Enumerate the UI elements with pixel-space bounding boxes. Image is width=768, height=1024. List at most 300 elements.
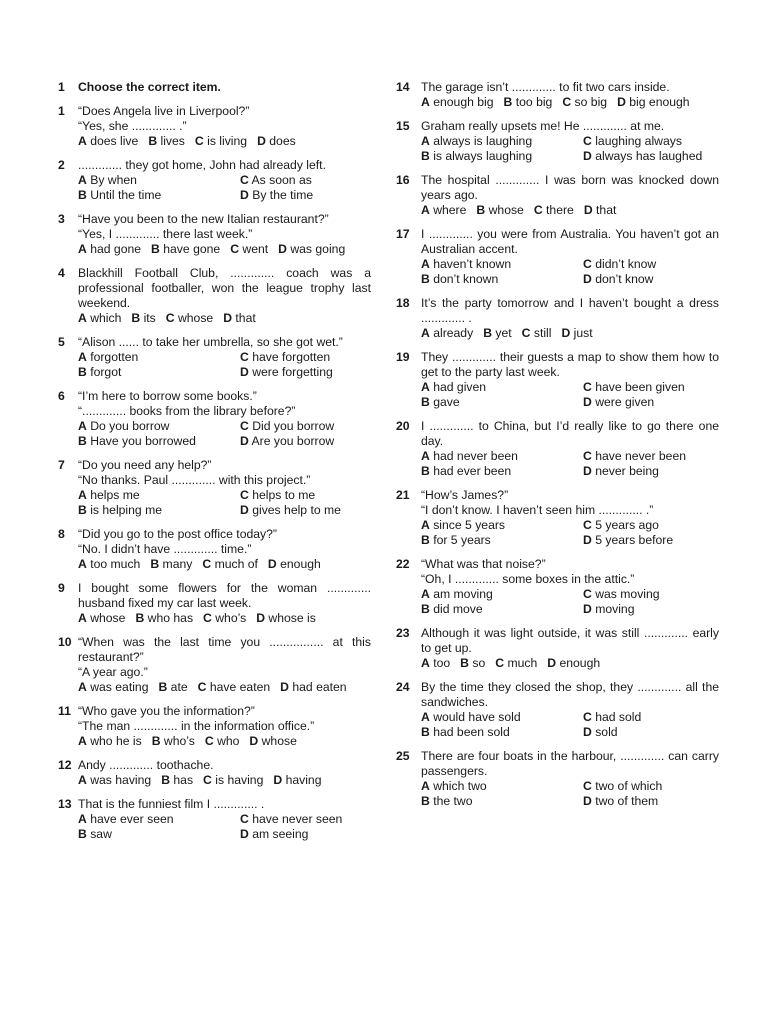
option-text: already [433, 326, 474, 340]
question-body [421, 680, 719, 740]
question-stem: The garage isn’t ............. to fit two cars inside. [421, 80, 670, 94]
answer-option[interactable] [583, 794, 719, 809]
option-text: just [573, 326, 593, 340]
option-text: went [242, 242, 269, 256]
question-list-left [58, 104, 371, 842]
option-letter: B [150, 557, 160, 571]
question-body [78, 266, 371, 326]
answer-option[interactable] [483, 326, 511, 341]
question-item [58, 797, 371, 842]
answer-options [78, 557, 371, 572]
question-stem: “Have you been to the new Italian restaurant?” [78, 212, 329, 226]
option-text: who [217, 734, 240, 748]
question-number: 12 [58, 758, 72, 772]
option-letter: B [421, 602, 430, 616]
question-body [78, 635, 371, 695]
question-stem: “What was that noise?” [421, 557, 546, 571]
option-text: does live [90, 134, 139, 148]
question-number: 25 [396, 749, 410, 763]
answer-option[interactable] [240, 503, 371, 518]
answer-option[interactable] [583, 779, 719, 794]
option-letter: A [78, 680, 87, 694]
option-text: have ever seen [90, 812, 174, 826]
option-letter: B [421, 272, 430, 286]
question-stem: “The man ............. in the information office.” [78, 719, 315, 733]
answer-option[interactable] [78, 680, 148, 695]
answer-option[interactable] [78, 188, 240, 203]
answer-option[interactable] [280, 680, 346, 695]
answer-option[interactable] [158, 680, 187, 695]
option-letter: C [583, 587, 592, 601]
question-stem: “Who gave you the information?” [78, 704, 255, 718]
option-letter: B [503, 95, 513, 109]
question-stem: I bought some flowers for the woman ............. husband fixed my car last week. [78, 581, 371, 610]
option-text: had ever been [433, 464, 512, 478]
answer-options [78, 680, 371, 695]
answer-option[interactable] [131, 311, 155, 326]
option-text: whose [90, 611, 126, 625]
question-stem: The hospital ............. I was born was knocked down years ago. [421, 173, 719, 202]
question-stem: “Oh, I ............. some boxes in the attic.” [421, 572, 635, 586]
answer-option[interactable] [421, 779, 583, 794]
option-letter: B [131, 311, 141, 325]
answer-option[interactable] [278, 242, 345, 257]
answer-option[interactable] [135, 611, 193, 626]
option-letter: A [421, 95, 430, 109]
answer-option[interactable] [240, 365, 371, 380]
question-number: 23 [396, 626, 410, 640]
question-number: 1 [58, 104, 65, 118]
answer-option[interactable] [583, 533, 719, 548]
option-letter: D [583, 464, 592, 478]
question-stem: There are four boats in the harbour, ............. can carry passengers. [421, 749, 719, 778]
answer-option[interactable] [78, 242, 141, 257]
option-letter: B [78, 188, 87, 202]
option-text: whose [488, 203, 524, 217]
question-body [421, 119, 719, 164]
option-text: Do you borrow [90, 419, 170, 433]
answer-options [421, 95, 719, 110]
answer-option[interactable] [257, 134, 296, 149]
option-letter: C [521, 326, 531, 340]
answer-option[interactable] [240, 419, 371, 434]
answer-option[interactable] [78, 503, 240, 518]
option-letter: D [240, 188, 249, 202]
option-letter: C [230, 242, 239, 256]
answer-option[interactable] [583, 149, 719, 164]
answer-option[interactable] [421, 449, 583, 464]
question-stem: “Alison ...... to take her umbrella, so she got wet.” [78, 335, 343, 349]
question-body [78, 335, 371, 380]
question-stem: “No thanks. Paul ............. with this project.” [78, 473, 311, 487]
option-text: lives [160, 134, 185, 148]
answer-option[interactable] [421, 587, 583, 602]
question-item [396, 488, 719, 548]
answer-option[interactable] [421, 518, 583, 533]
answer-options [78, 773, 371, 788]
option-text: helps to me [252, 488, 316, 502]
option-letter: D [249, 734, 259, 748]
answer-option[interactable] [240, 173, 371, 188]
answer-option[interactable] [273, 773, 321, 788]
question-body [78, 758, 371, 788]
answer-option[interactable] [421, 149, 583, 164]
option-text: does [269, 134, 296, 148]
question-stem: Andy ............. toothache. [78, 758, 214, 772]
answer-option[interactable] [78, 773, 151, 788]
option-text: is always laughing [433, 149, 533, 163]
question-number: 16 [396, 173, 410, 187]
option-letter: A [78, 611, 87, 625]
option-letter: A [78, 557, 87, 571]
option-text: have never seen [252, 812, 343, 826]
answer-options [78, 419, 371, 449]
option-letter: B [483, 326, 492, 340]
option-text: always is laughing [433, 134, 533, 148]
answer-option[interactable] [617, 95, 690, 110]
option-text: was going [290, 242, 346, 256]
answer-option[interactable] [421, 533, 583, 548]
option-text: By the time [252, 188, 314, 202]
question-body [421, 173, 719, 218]
answer-option[interactable] [504, 95, 553, 110]
option-text: so [472, 656, 486, 670]
answer-option[interactable] [166, 311, 213, 326]
answer-options [421, 587, 719, 617]
option-text: ate [170, 680, 188, 694]
answer-option[interactable] [421, 794, 583, 809]
option-text: helps me [90, 488, 140, 502]
answer-option[interactable] [240, 812, 371, 827]
option-text: whose [261, 734, 297, 748]
answer-option[interactable] [495, 656, 537, 671]
question-body [78, 704, 371, 749]
answer-options [421, 710, 719, 740]
answer-option[interactable] [78, 350, 240, 365]
question-item [396, 749, 719, 809]
question-number: 15 [396, 119, 410, 133]
question-item [58, 335, 371, 380]
option-letter: A [78, 134, 87, 148]
answer-option[interactable] [562, 95, 607, 110]
option-text: Are you borrow [251, 434, 335, 448]
question-stem: “Do you need any help?” [78, 458, 212, 472]
answer-option[interactable] [476, 203, 523, 218]
option-text: much of [214, 557, 258, 571]
answer-option[interactable] [151, 242, 220, 257]
option-letter: C [203, 773, 212, 787]
option-text: would have sold [433, 710, 521, 724]
question-body [421, 749, 719, 809]
answer-option[interactable] [583, 518, 719, 533]
question-stem: “............. books from the library before?” [78, 404, 296, 418]
answer-option[interactable] [421, 602, 583, 617]
answer-options [78, 350, 371, 380]
question-item [58, 266, 371, 326]
option-letter: A [78, 350, 87, 364]
question-item [58, 704, 371, 749]
option-text: yet [495, 326, 512, 340]
answer-option[interactable] [78, 734, 142, 749]
option-text: saw [90, 827, 112, 841]
option-text: moving [595, 602, 635, 616]
answer-option[interactable] [152, 734, 195, 749]
answer-option[interactable] [583, 395, 719, 410]
option-letter: A [421, 134, 430, 148]
answer-option[interactable] [195, 134, 247, 149]
option-text: were forgetting [252, 365, 333, 379]
question-number: 5 [58, 335, 65, 349]
option-text: two of which [595, 779, 663, 793]
answer-option[interactable] [583, 587, 719, 602]
answer-option[interactable] [421, 725, 583, 740]
option-letter: D [240, 503, 249, 517]
question-list-right [396, 80, 719, 809]
option-text: never being [595, 464, 659, 478]
answer-option[interactable] [583, 257, 719, 272]
answer-option[interactable] [78, 812, 240, 827]
answer-option[interactable] [421, 272, 583, 287]
answer-options [78, 812, 371, 842]
answer-option[interactable] [584, 203, 617, 218]
answer-option[interactable] [583, 380, 719, 395]
answer-option[interactable] [421, 257, 583, 272]
option-text: By when [90, 173, 137, 187]
option-text: that [596, 203, 617, 217]
answer-option[interactable] [78, 827, 240, 842]
question-stem: “I don’t know. I haven’t seen him ............. .” [421, 503, 654, 517]
answer-options [421, 257, 719, 287]
option-text: is helping me [90, 503, 163, 517]
answer-option[interactable] [583, 710, 719, 725]
option-letter: D [278, 242, 287, 256]
question-item [58, 212, 371, 257]
answer-option[interactable] [460, 656, 485, 671]
option-letter: B [151, 734, 161, 748]
question-body [421, 80, 719, 110]
question-item [396, 173, 719, 218]
option-text: forgotten [90, 350, 139, 364]
answer-options [78, 734, 371, 749]
section-header [58, 80, 371, 95]
answer-option[interactable] [240, 188, 371, 203]
answer-option[interactable] [249, 734, 296, 749]
question-body [421, 626, 719, 671]
question-number: 2 [58, 158, 65, 172]
option-text: did move [433, 602, 483, 616]
option-text: who’s [163, 734, 195, 748]
answer-option[interactable] [583, 134, 719, 149]
option-text: there [546, 203, 574, 217]
option-letter: D [583, 395, 592, 409]
question-stem: “Does Angela live in Liverpool?” [78, 104, 250, 118]
answer-option[interactable] [421, 134, 583, 149]
answer-option[interactable] [522, 326, 552, 341]
left-column [58, 80, 371, 851]
option-letter: A [78, 173, 87, 187]
question-stem: Graham really upsets me! He ............. at me. [421, 119, 665, 133]
option-text: much [507, 656, 538, 670]
answer-option[interactable] [230, 242, 268, 257]
option-text: for 5 years [433, 533, 491, 547]
option-letter: A [421, 710, 430, 724]
answer-option[interactable] [583, 464, 719, 479]
option-letter: B [78, 503, 87, 517]
answer-option[interactable] [421, 380, 583, 395]
option-text: its [143, 311, 156, 325]
option-letter: C [194, 134, 204, 148]
section-number: 1 [58, 80, 65, 94]
option-letter: D [280, 680, 289, 694]
question-body [421, 488, 719, 548]
option-letter: A [78, 311, 87, 325]
question-stem: I ............. to China, but I’d really like to go there one day. [421, 419, 719, 448]
question-stem: “A year ago.” [78, 665, 148, 679]
option-text: sold [595, 725, 618, 739]
option-text: Did you borrow [252, 419, 335, 433]
question-item [396, 350, 719, 410]
answer-option[interactable] [78, 557, 140, 572]
option-letter: A [421, 257, 430, 271]
answer-option[interactable] [421, 710, 583, 725]
question-number: 11 [58, 704, 71, 718]
answer-option[interactable] [583, 725, 719, 740]
option-letter: B [476, 203, 486, 217]
question-stem: “No. I didn’t have ............. time.” [78, 542, 252, 556]
option-letter: D [257, 134, 266, 148]
question-stem: Although it was light outside, it was still ............. early to get up. [421, 626, 719, 655]
option-letter: A [421, 587, 430, 601]
answer-option[interactable] [223, 311, 256, 326]
answer-option[interactable] [583, 602, 719, 617]
question-stem: “Yes, she ............. .” [78, 119, 187, 133]
question-stem: They ............. their guests a map to show them how to get to the party last week. [421, 350, 719, 379]
answer-option[interactable] [534, 203, 574, 218]
option-text: too much [90, 557, 141, 571]
option-text: haven’t known [433, 257, 512, 271]
option-text: enough [559, 656, 601, 670]
answer-option[interactable] [78, 611, 125, 626]
question-body [78, 104, 371, 149]
answer-option[interactable] [240, 350, 371, 365]
option-text: who’s [215, 611, 247, 625]
option-letter: C [240, 488, 249, 502]
option-letter: B [148, 134, 158, 148]
option-letter: A [78, 242, 87, 256]
answer-option[interactable] [78, 311, 121, 326]
question-body [78, 797, 371, 842]
question-number: 10 [58, 635, 72, 649]
question-stem: By the time they closed the shop, they ............. all the sandwiches. [421, 680, 719, 709]
question-item [58, 104, 371, 149]
option-text: was eating [90, 680, 149, 694]
answer-option[interactable] [240, 434, 371, 449]
question-stem: “How’s James?” [421, 488, 509, 502]
answer-option[interactable] [78, 488, 240, 503]
answer-option[interactable] [421, 326, 473, 341]
question-body [78, 158, 371, 203]
question-number: 22 [396, 557, 410, 571]
answer-option[interactable] [421, 464, 583, 479]
option-text: since 5 years [433, 518, 506, 532]
option-letter: C [204, 734, 214, 748]
answer-option[interactable] [78, 365, 240, 380]
question-stem: “When was the last time you ................ at this restaurant?” [78, 635, 371, 664]
answer-option[interactable] [547, 656, 600, 671]
option-text: was having [90, 773, 152, 787]
question-item [58, 527, 371, 572]
option-text: am seeing [252, 827, 309, 841]
answer-option[interactable] [78, 419, 240, 434]
option-letter: A [421, 380, 430, 394]
answer-option[interactable] [240, 488, 371, 503]
section-title: Choose the correct item. [78, 80, 221, 94]
option-text: had given [433, 380, 487, 394]
answer-option[interactable] [78, 173, 240, 188]
answer-option[interactable] [421, 395, 583, 410]
answer-option[interactable] [583, 449, 719, 464]
answer-option[interactable] [268, 557, 321, 572]
answer-option[interactable] [256, 611, 316, 626]
question-number: 9 [58, 581, 65, 595]
answer-option[interactable] [203, 773, 263, 788]
answer-options [421, 203, 719, 218]
option-letter: C [165, 311, 175, 325]
question-number: 14 [396, 80, 410, 94]
option-text: having [285, 773, 322, 787]
answer-option[interactable] [150, 557, 192, 572]
answer-option[interactable] [421, 203, 466, 218]
option-letter: C [583, 710, 592, 724]
option-text: had been sold [433, 725, 510, 739]
answer-option[interactable] [205, 734, 240, 749]
answer-option[interactable] [421, 656, 450, 671]
option-text: 5 years ago [595, 518, 659, 532]
option-letter: A [421, 779, 430, 793]
option-letter: C [583, 449, 592, 463]
option-letter: D [223, 311, 233, 325]
option-letter: B [421, 725, 430, 739]
answer-option[interactable] [583, 272, 719, 287]
answer-option[interactable] [198, 680, 271, 695]
question-body [78, 212, 371, 257]
answer-option[interactable] [202, 557, 258, 572]
option-text: have never been [595, 449, 687, 463]
answer-option[interactable] [421, 95, 494, 110]
question-number: 19 [396, 350, 410, 364]
option-text: 5 years before [595, 533, 674, 547]
answer-options [421, 449, 719, 479]
option-text: forgot [90, 365, 122, 379]
question-stem: “I’m here to borrow some books.” [78, 389, 257, 403]
option-letter: B [78, 365, 87, 379]
option-text: enough [280, 557, 321, 571]
option-text: many [162, 557, 193, 571]
answer-option[interactable] [78, 434, 240, 449]
option-letter: D [583, 794, 592, 808]
answer-option[interactable] [561, 326, 592, 341]
answer-option[interactable] [203, 611, 246, 626]
answer-option[interactable] [161, 773, 193, 788]
option-text: were given [595, 395, 655, 409]
question-stem: Blackhill Football Club, ............. coach was a professional footballer, won the league trophy last weekend. [78, 266, 371, 310]
option-letter: C [583, 257, 592, 271]
answer-option[interactable] [240, 827, 371, 842]
option-letter: D [547, 656, 557, 670]
answer-option[interactable] [148, 134, 185, 149]
option-letter: A [78, 812, 87, 826]
answer-option[interactable] [78, 134, 138, 149]
